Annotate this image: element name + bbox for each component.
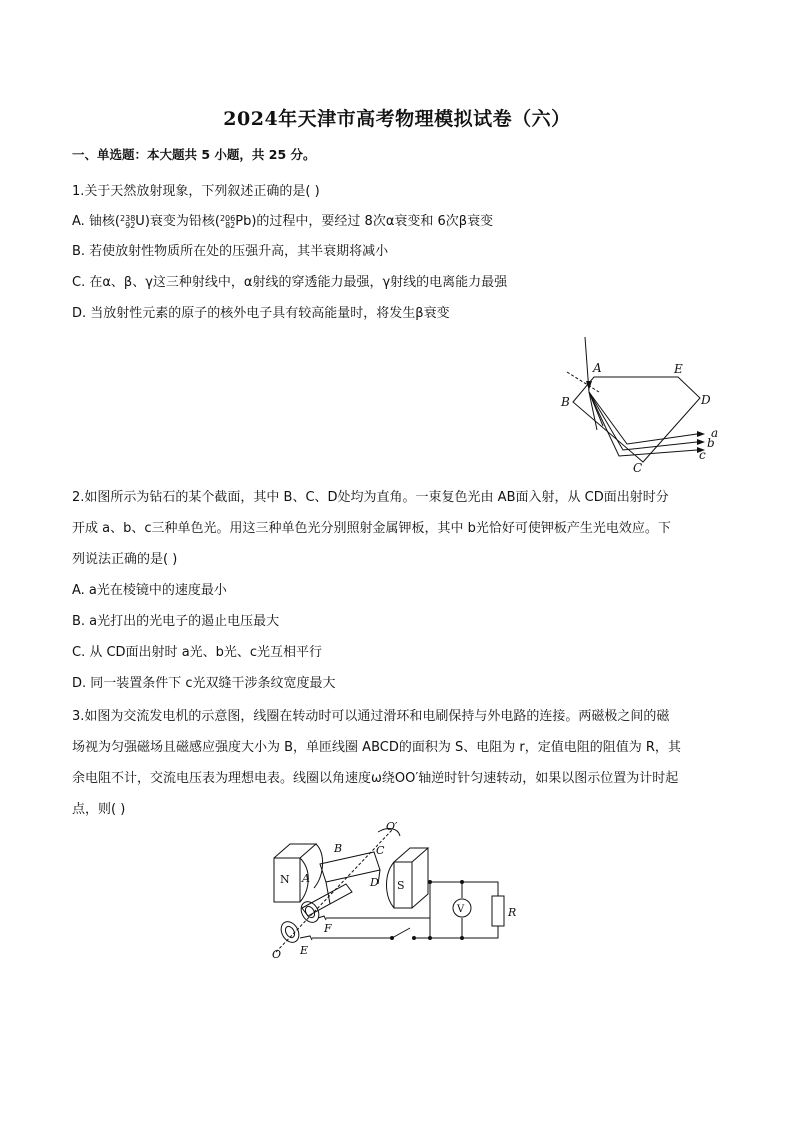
ray-c	[589, 392, 697, 456]
label-S: S	[397, 879, 405, 892]
q2-stem-line3: 列说法正确的是( )	[72, 552, 178, 567]
pb-atomic-number: 82	[225, 220, 236, 230]
brush-e	[300, 936, 312, 940]
resistor-r	[492, 896, 504, 926]
label-D: D	[370, 876, 379, 889]
slip-ring-f	[298, 898, 323, 925]
diamond-outline	[573, 377, 700, 462]
lead-nuclide	[220, 214, 251, 229]
u-symbol: U	[135, 214, 145, 229]
ac-generator-figure	[262, 820, 522, 960]
arrow-a-icon	[697, 431, 705, 437]
q1-option-a	[72, 210, 493, 229]
q1-option-d: D. 当放射性元素的原子的核外电子具有较高能量时，将发生β衰变	[72, 306, 450, 321]
label-C: C	[376, 844, 385, 857]
page-title: 2024年天津市高考物理模拟试卷（六）	[223, 108, 571, 130]
section-heading: 一、单选题：本大题共 5 小题，共 25 分。	[72, 147, 316, 162]
q1-option-b: B. 若使放射性物质所在处的压强升高，其半衰期将减小	[72, 244, 389, 259]
q2-option-c: C. 从 CD面出射时 a光、b光、c光互相平行	[72, 645, 323, 660]
label-N: N	[280, 873, 290, 886]
q1-stem: 1.关于天然放射现象，下列叙述正确的是( )	[72, 184, 320, 199]
label-a: a	[711, 426, 719, 440]
pb-symbol: Pb	[235, 214, 252, 229]
label-D: D	[701, 393, 711, 407]
q3-stem-line3: 余电阻不计，交流电压表为理想电表。线圈以角速度ω绕OO′轴逆时针匀速转动，如果以图示位置为计时起	[72, 771, 679, 786]
q1-option-a-mid: )衰变为铅核(	[144, 214, 220, 229]
label-O-prime: O′	[386, 820, 398, 833]
q2-option-b: B. a光打出的光电子的遏止电压最大	[72, 614, 280, 629]
slip-ring-e	[278, 918, 303, 945]
label-E: E	[300, 944, 309, 957]
q2-option-d: D. 同一装置条件下 c光双缝干涉条纹宽度最大	[72, 676, 336, 691]
label-B: B	[334, 842, 343, 855]
q2-stem-line1: 2.如图所示为钻石的某个截面，其中 B、C、D处均为直角。一束复色光由 AB面入射，从 CD面出射时分	[72, 490, 669, 505]
label-A: A	[593, 361, 602, 375]
q2-stem-line2: 开成 a、b、c三种单色光。用这三种单色光分别照射金属钾板，其中 b光恰好可使钾板产生光电效应。下	[72, 521, 671, 536]
q3-stem-line4: 点，则( )	[72, 802, 126, 817]
normal-line	[567, 372, 599, 392]
q3-stem-line2: 场视为匀强磁场且磁感应强度大小为 B，单匝线圈 ABCD的面积为 S、电阻为 r，定值电阻的阻值为 R，其	[72, 740, 681, 755]
arrow-b-icon	[697, 439, 705, 445]
uranium-nuclide	[120, 214, 145, 229]
q3-stem-line1: 3.如图为交流发电机的示意图，线圈在转动时可以通过滑环和电刷保持与外电路的连接。两磁极之间的磁	[72, 709, 670, 724]
label-c: c	[699, 448, 706, 462]
diamond-prism-figure	[555, 332, 730, 478]
label-C: C	[633, 461, 643, 475]
q2-option-a: A. a光在棱镜中的速度最小	[72, 583, 227, 598]
switch	[392, 928, 410, 938]
label-F: F	[324, 922, 332, 935]
label-b: b	[707, 436, 715, 450]
label-V: V	[457, 904, 465, 915]
q1-option-c: C. 在α、β、γ这三种射线中，α射线的穿透能力最强，γ射线的电离能力最强	[72, 275, 508, 290]
q1-option-a-post: )的过程中，要经过 8次α衰变和 6次β衰变	[251, 214, 494, 229]
ray-a	[589, 392, 697, 444]
label-E: E	[674, 362, 683, 376]
label-R: R	[508, 906, 517, 919]
u-mass-number: 238	[120, 213, 136, 223]
pb-mass-number: 206	[219, 213, 236, 223]
label-A: A	[302, 872, 310, 885]
label-O: O	[272, 948, 282, 960]
q1-option-a-pre: A. 铀核(	[72, 214, 121, 229]
label-B: B	[561, 395, 570, 409]
u-atomic-number: 92	[125, 220, 136, 230]
